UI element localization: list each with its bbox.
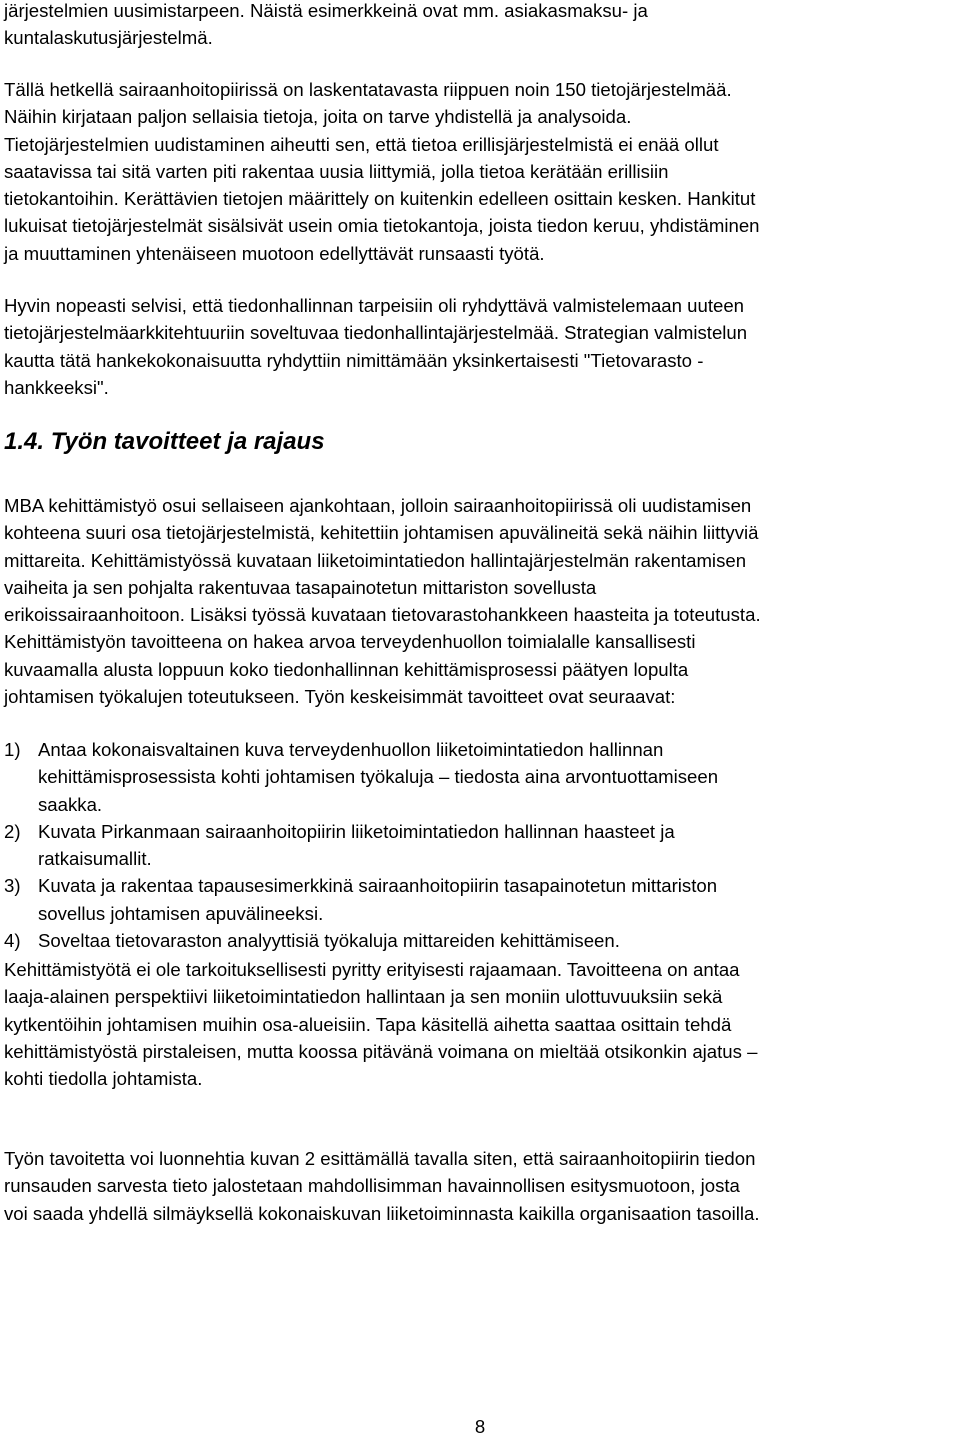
paragraph-top bbox=[4, 0, 648, 52]
text-line: tietojärjestelmäarkkitehtuuriin soveltuvaa tiedonhallintajärjestelmää. Strategian valmistelun bbox=[4, 322, 748, 344]
text-line: Tietojärjestelmien uudistaminen aiheutti sen, että tietoa erillisjärjestelmistä ei enää ollut bbox=[4, 133, 719, 155]
text-line: saakka. bbox=[38, 793, 103, 815]
text-line: Kuvata Pirkanmaan sairaanhoitopiirin liiketoimintatiedon hallinnan haasteet ja bbox=[38, 820, 675, 842]
list-number: 3) bbox=[4, 875, 21, 897]
text-line: kohteena suuri osa tietojärjestelmistä, kehitettiin johtamisen apuvälineitä sekä näihin liittyviä bbox=[4, 522, 759, 544]
page-number: 8 bbox=[474, 1416, 486, 1437]
list-number: 4) bbox=[4, 930, 21, 952]
text-line: lukuisat tietojärjestelmät sisälsivät usein omia tietokantoja, joista tiedon keruu, yhdistäminen bbox=[4, 215, 760, 237]
text-line: järjestelmien uusimistarpeen. Näistä esimerkkeinä ovat mm. asiakasmaksu- ja bbox=[4, 0, 648, 21]
text-line: kuvaamalla alusta loppuun koko tiedonhallinnan kehittämisprosessi päätyen lopulta bbox=[4, 658, 689, 680]
text-line: Tällä hetkellä sairaanhoitopiirissä on laskentatavasta riippuen noin 150 tietojärjestelmää. bbox=[4, 79, 732, 100]
text-line: Soveltaa tietovaraston analyyttisiä työkaluja mittareiden kehittämiseen. bbox=[38, 930, 620, 952]
text-line: kuntalaskutusjärjestelmä. bbox=[4, 27, 213, 49]
text-line: runsauden sarvesta tieto jalostetaan mahdollisimman havainnollisen esitysmuotoon, josta bbox=[4, 1175, 740, 1197]
section-heading: 1.4. Työn tavoitteet ja rajaus bbox=[4, 428, 325, 455]
text-line: kautta tätä hankekokonaisuutta ryhdyttiin nimittämään yksinkertaisesti "Tietovarasto - bbox=[4, 349, 704, 371]
text-line: kytkentöihin johtamisen muihin osa-alueisiin. Tapa käsitellä aihetta saattaa osittain tehdä bbox=[4, 1013, 732, 1035]
paragraph-scope bbox=[4, 956, 757, 1092]
paragraph-strategy bbox=[4, 292, 747, 401]
text-line: vaiheita ja sen pohjalta rakentuvaa tasapainotetun mittariston sovellusta bbox=[4, 576, 597, 598]
list-number: 2) bbox=[4, 820, 21, 842]
text-line: kehittämisprosessista kohti johtamisen työkaluja – tiedosta aina arvontuottamiseen bbox=[38, 766, 719, 788]
list-item bbox=[4, 927, 718, 954]
text-line: MBA kehittämistyö osui sellaiseen ajankohtaan, jolloin sairaanhoitopiirissä oli uudistamisen bbox=[4, 495, 752, 516]
list-item bbox=[4, 736, 718, 818]
text-line: saatavissa tai sitä varten piti rakentaa uusia liittymiä, jolla tietoa kerätään erillisiin bbox=[4, 160, 669, 182]
text-line: tietokantoihin. Kerättävien tietojen määrittely on kuitenkin edelleen osittain kesken. Hankitut bbox=[4, 188, 756, 210]
text-line: ja muuttaminen yhtenäiseen muotoon edellyttävät runsaasti työtä. bbox=[4, 242, 545, 264]
list-item bbox=[4, 872, 718, 927]
text-line: ratkaisumallit. bbox=[38, 848, 152, 870]
text-line: erikoissairaanhoitoon. Lisäksi työssä kuvataan tietovarastohankkeen haasteita ja toteutusta. bbox=[4, 604, 761, 626]
paragraph-figure bbox=[4, 1145, 760, 1227]
text-line: Näihin kirjataan paljon sellaisia tietoja, joita on tarve yhdistellä ja analysoida. bbox=[4, 106, 632, 128]
text-line: hankkeeksi". bbox=[4, 376, 109, 398]
text-line: Kuvata ja rakentaa tapausesimerkkinä sairaanhoitopiirin tasapainotetun mittariston bbox=[38, 875, 718, 897]
text-line: laaja-alainen perspektiivi liiketoimintatiedon hallintaan ja sen moniin ulottuvuuksiin sekä bbox=[4, 986, 723, 1008]
text-line: johtamisen työkalujen toteutukseen. Työn keskeisimmät tavoitteet ovat seuraavat: bbox=[4, 686, 676, 708]
text-line: kehittämistyöstä pirstaleisen, mutta koossa pitävänä voimana on mieltää otsikonkin ajatus – bbox=[4, 1040, 758, 1062]
text-line: mittareita. Kehittämistyössä kuvataan liiketoimintatiedon hallintajärjestelmän rakentamisen bbox=[4, 549, 747, 571]
text-line: kohti tiedolla johtamista. bbox=[4, 1068, 203, 1090]
text-line: Hyvin nopeasti selvisi, että tiedonhallinnan tarpeisiin oli ryhdyttävä valmistelemaan uuteen bbox=[4, 295, 745, 316]
paragraph-systems bbox=[4, 76, 760, 267]
text-line: sovellus johtamisen apuvälineeksi. bbox=[38, 902, 324, 924]
text-line: Kehittämistyön tavoitteena on hakea arvoa terveydenhuollon toimialalle kansallisesti bbox=[4, 631, 696, 653]
list-number: 1) bbox=[4, 739, 21, 760]
text-line: voi saada yhdellä silmäyksellä kokonaiskuvan liiketoiminnasta kaikilla organisaation tasoilla. bbox=[4, 1202, 760, 1224]
list-item bbox=[4, 818, 718, 873]
text-line: Kehittämistyötä ei ole tarkoituksellisesti pyritty erityisesti rajaamaan. Tavoitteena on antaa bbox=[4, 959, 740, 980]
paragraph-goals bbox=[4, 492, 761, 710]
text-line: Työn tavoitetta voi luonnehtia kuvan 2 esittämällä tavalla siten, että sairaanhoitopiirin tiedon bbox=[4, 1148, 756, 1169]
goals-list bbox=[4, 736, 718, 954]
text-line: Antaa kokonaisvaltainen kuva terveydenhuollon liiketoimintatiedon hallinnan bbox=[38, 739, 664, 760]
